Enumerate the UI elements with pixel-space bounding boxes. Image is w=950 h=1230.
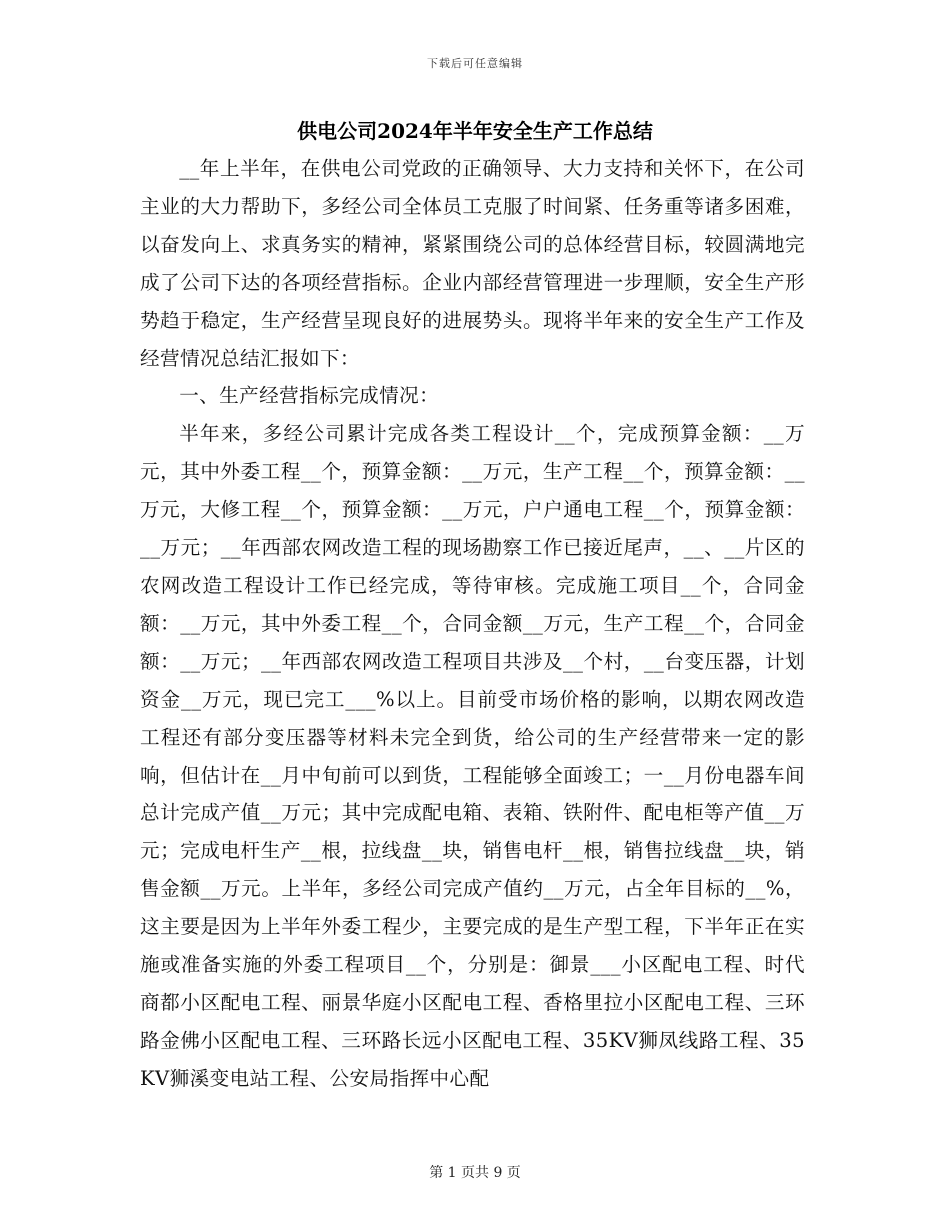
- header-note: 下载后可任意编辑: [427, 57, 523, 70]
- document-body: [140, 150, 805, 1098]
- page-footer: 第 1 页共 9 页: [429, 1165, 521, 1181]
- document-title: 供电公司2024年半年安全生产工作总结: [297, 119, 653, 143]
- paragraph-intro: __年上半年，在供电公司党政的正确领导、大力支持和关怀下，在公司主业的大力帮助下，多经公司全体员工克服了时间紧、任务重等诸多困难，以奋发向上、求真务实的精神，紧紧围绕公司的总体经营目标，较圆满地完成了公司下达的各项经营指标。企业内部经营管理进一步理顺，安全生产形势趋于稳定，生产经营呈现良好的进展势头。现将半年来的安全生产工作及经营情况总结汇报如下：: [140, 157, 805, 370]
- paragraph-production: 半年来，多经公司累计完成各类工程设计__个，完成预算金额：__万元，其中外委工程__个，预算金额：__万元，生产工程__个，预算金额：__万元，大修工程__个，预算金额：__万元，户户通电工程__个，预算金额：__万元；__年西部农网改造工程的现场勘察工作已接近尾声，__、__片区的农网改造工程设计工作已经完成，等待审核。完成施工项目__个，合同金额：__万元，其中外委工程__个，合同金额__万元，生产工程__个，合同金额：__万元；__年西部农网改造工程项目共涉及__个村，__台变压器，计划资金__万元，现已完工___%以上。目前受市场价格的影响，以期农网改造工程还有部分变压器等材料未完全到货，给公司的生产经营带来一定的影响，但估计在__月中旬前可以到货，工程能够全面竣工；一__月份电器车间总计完成产值__万元；其中完成配电箱、表箱、铁附件、配电柜等产值__万元；完成电杆生产__根，拉线盘__块，销售电杆__根，销售拉线盘__块，销售金额__万元。上半年，多经公司完成产值约__万元，占全年目标的__%，这主要是因为上半年外委工程少，主要完成的是生产型工程，下半年正在实施或准备实施的外委工程项目__个，分别是：御景___小区配电工程、时代商都小区配电工程、丽景华庭小区配电工程、香格里拉小区配电工程、三环路金佛小区配电工程、三环路长远小区配电工程、35KV狮凤线路工程、35KV狮溪变电站工程、公安局指挥中心配: [140, 422, 805, 1090]
- section-heading: 一、生产经营指标完成情况：: [179, 384, 440, 408]
